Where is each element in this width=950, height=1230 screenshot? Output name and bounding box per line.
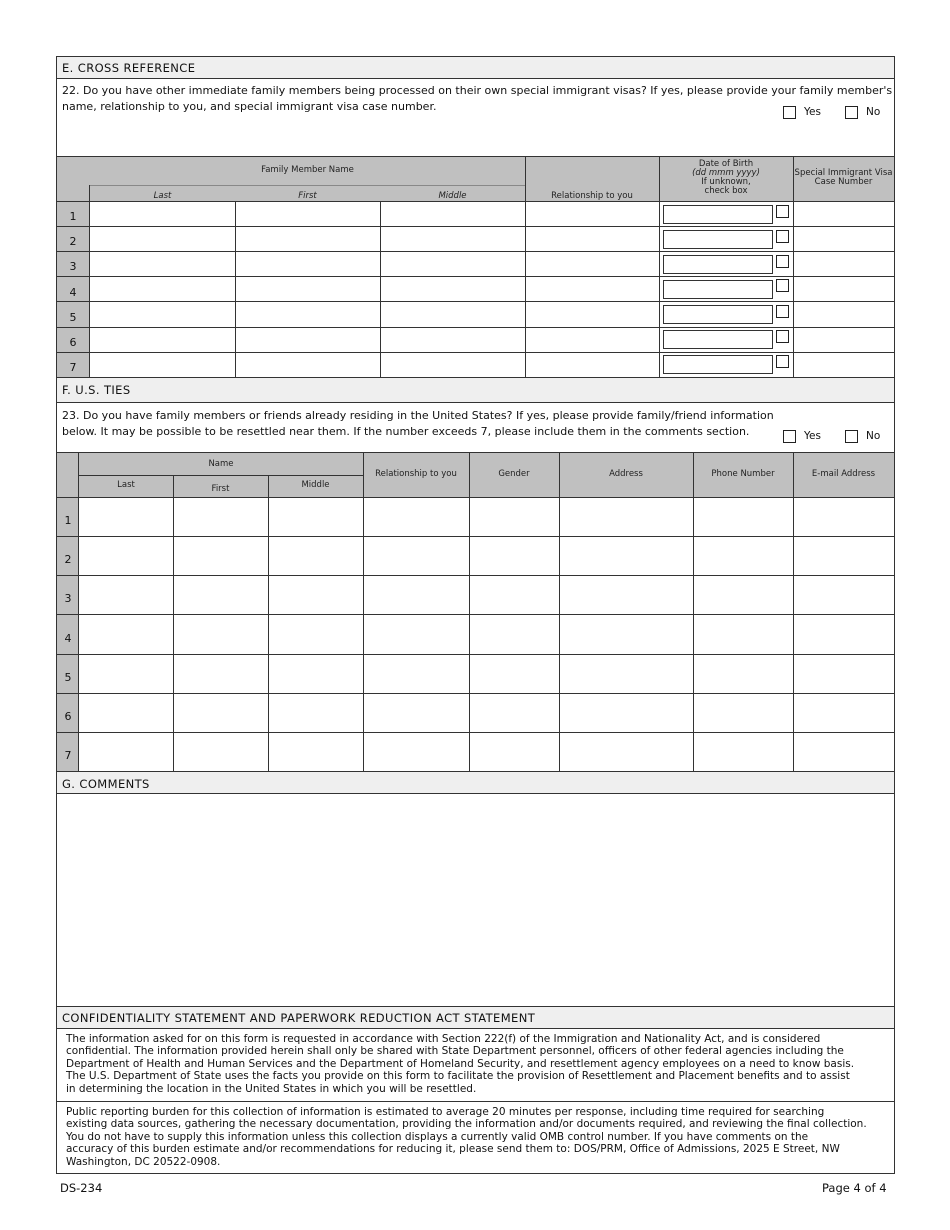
family-member-name-header: Family Member Name [261, 165, 354, 175]
q23-text-line1: 23. Do you have family members or friends already residing in the United States? If yes, please provide family/friend information [62, 409, 774, 422]
table-f-row-number: 4 [64, 632, 72, 645]
dob-unknown-checkbox[interactable] [776, 230, 789, 243]
q22-no-checkbox[interactable] [845, 106, 858, 119]
dob-input[interactable] [663, 255, 773, 274]
email-header: E-mail Address [811, 469, 876, 479]
dob-unknown-checkbox[interactable] [776, 205, 789, 218]
table-f-row-number: 3 [64, 592, 72, 605]
section-g-title: G. COMMENTS [62, 777, 150, 791]
q23-yes-checkbox[interactable] [783, 430, 796, 443]
middle-header: Middle [438, 191, 467, 201]
table-e-row-number: 5 [69, 311, 77, 324]
form-id: DS-234 [60, 1181, 103, 1195]
dob-input[interactable] [663, 305, 773, 324]
dob-input[interactable] [663, 330, 773, 349]
q23-text-line2: below. It may be possible to be resettled near them. If the number exceeds 7, please include them in the comments section. [62, 425, 750, 438]
q22-no-label: No [866, 106, 881, 118]
dob-header: Date of Birth (dd mmm yyyy) If unknown, check box [692, 159, 760, 196]
dob-unknown-checkbox[interactable] [776, 305, 789, 318]
q23-no-checkbox[interactable] [845, 430, 858, 443]
dob-input[interactable] [663, 205, 773, 224]
last-header: Last [153, 191, 172, 201]
comments-textarea[interactable] [57, 794, 894, 1006]
name-header: Name [208, 459, 234, 469]
table-f-row-number: 7 [64, 749, 72, 762]
q22-text-line2: name, relationship to you, and special immigrant visa case number. [62, 100, 437, 113]
q22-text-line1: 22. Do you have other immediate family members being processed on their own special immigrant visas? If yes, please provide your family member's [62, 84, 893, 97]
phone-header: Phone Number [711, 469, 775, 479]
relationship-header: Relationship to you [551, 191, 633, 201]
q22-yes-label: Yes [804, 106, 821, 118]
dob-input[interactable] [663, 355, 773, 374]
table-e-row-number: 1 [69, 210, 77, 223]
section-f-band [57, 378, 894, 402]
confidentiality-paragraph: The information asked for on this form is requested in accordance with Section 222(f) of the Immigration and Nationality Act, and is considered confidential. The information provided herein shall only be shared with State Department personnel, officers of other federal agencies including the Department of Health and Human Services and the Department of Homeland Security, and resettlement agency employees on a need to know basis. The U.S. Department of State uses the facts you provide on this form to facilitate the provision of Resettlement and Placement benefits and to assist in determining the location in the United States in which you will be resettled. [66, 1033, 855, 1095]
table-f-row-number: 6 [64, 710, 72, 723]
dob-unknown-checkbox[interactable] [776, 330, 789, 343]
dob-input[interactable] [663, 230, 773, 249]
f-first-header: First [211, 484, 230, 494]
dob-unknown-checkbox[interactable] [776, 279, 789, 292]
table-e-row-number: 7 [69, 361, 77, 374]
confidentiality-title: CONFIDENTIALITY STATEMENT AND PAPERWORK REDUCTION ACT STATEMENT [62, 1011, 536, 1025]
siv-case-number-header: Special Immigrant Visa Case Number [794, 168, 893, 187]
dob-unknown-checkbox[interactable] [776, 355, 789, 368]
table-e-row-number: 6 [69, 336, 77, 349]
first-header: First [298, 191, 317, 201]
table-e-row-number: 4 [69, 286, 77, 299]
dob-input[interactable] [663, 280, 773, 299]
table-e-row-number: 3 [69, 260, 77, 273]
f-middle-header: Middle [301, 480, 330, 490]
section-e-title: E. CROSS REFERENCE [62, 61, 196, 75]
table-f-row-number: 5 [64, 671, 72, 684]
page-number: Page 4 of 4 [822, 1181, 887, 1195]
section-g-band [57, 772, 894, 793]
table-e-row-number: 2 [69, 235, 77, 248]
q22-yes-checkbox[interactable] [783, 106, 796, 119]
q23-no-label: No [866, 430, 881, 442]
table-f-row-number: 2 [64, 553, 72, 566]
section-f-title: F. U.S. TIES [62, 383, 131, 397]
f-relationship-header: Relationship to you [375, 469, 457, 479]
gender-header: Gender [498, 469, 530, 479]
f-last-header: Last [117, 480, 135, 490]
q23-yes-label: Yes [804, 430, 821, 442]
table-f-row-number: 1 [64, 514, 72, 527]
dob-unknown-checkbox[interactable] [776, 255, 789, 268]
burden-paragraph: Public reporting burden for this collection of information is estimated to average 20 minutes per response, including time required for searching existing data sources, gathering the necessary documentation, providing the information and/or documents required, and reviewing the final collection. You do not have to supply this information unless this collection displays a currently valid OMB control number. If you have comments on the accuracy of this burden estimate and/or recommendations for reducing it, please send them to: DOS/PRM, Office of Admissions, 2025 E Street, NW Washington, DC 20522-0908. [66, 1106, 867, 1168]
address-header: Address [609, 469, 643, 479]
